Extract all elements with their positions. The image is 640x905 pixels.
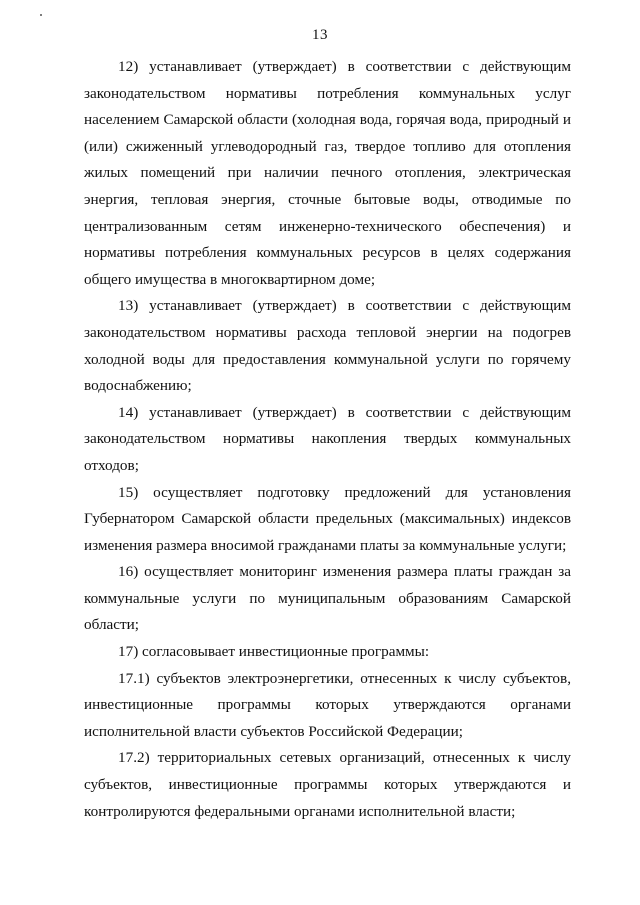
text-line: водоснабжению; [84,377,192,395]
text-line: 13) устанавливает (утверждает) в соответствии с действующим [118,297,571,315]
text-line: исполнительной власти субъектов Российской Федерации; [84,722,463,740]
text-line: общего имущества в многоквартирном доме; [84,270,376,288]
paragraph [84,293,571,399]
text-line: 16) осуществляет мониторинг изменения размера платы граждан за [118,563,571,581]
text-line: законодательством нормативы потребления коммунальных услуг [84,84,571,102]
text-line: централизованным сетям инженерно-технического обеспечения) и [84,217,571,235]
text-line: энергия, тепловая энергия, сточные бытовые воды, отводимые по [84,190,571,208]
text-line: нормативы потребления коммунальных ресурсов в целях содержания [84,244,571,262]
paragraph [84,666,571,746]
text-line: коммунальные услуги по муниципальным образованиям Самарской [84,589,571,607]
text-line: населением Самарской области (холодная вода, горячая вода, природный и [84,111,571,129]
text-line: контролируются федеральными органами исполнительной власти; [84,802,516,820]
paragraph [84,639,571,666]
text-line: области; [84,616,139,634]
paragraph [84,480,571,560]
document-body [84,54,571,825]
text-line: холодной воды для предоставления коммунальной услуги по горячему [84,350,571,368]
text-line: отходов; [84,456,139,474]
text-line: законодательством нормативы накопления твердых коммунальных [84,430,571,448]
text-line: 12) устанавливает (утверждает) в соответствии с действующим [118,58,571,75]
text-line: 17.2) территориальных сетевых организаций, отнесенных к числу [118,749,571,767]
page-number: 13 [312,27,328,43]
text-line: 17.1) субъектов электроэнергетики, отнесенных к числу субъектов, [118,669,571,687]
text-line: законодательством нормативы расхода тепловой энергии на подогрев [84,323,571,341]
text-line: инвестиционные программы которых утверждаются органами [84,696,571,714]
text-line: субъектов, инвестиционные программы которых утверждаются и [84,776,571,794]
paragraph [84,559,571,639]
text-line: 14) устанавливает (утверждает) в соответствии с действующим [118,403,571,421]
text-line: Губернатором Самарской области предельных (максимальных) индексов [84,510,571,528]
scan-speck [40,14,42,16]
paragraph [84,745,571,825]
paragraph [84,400,571,480]
paragraph [84,54,571,293]
text-line: 15) осуществляет подготовку предложений для установления [118,483,571,501]
text-line: 17) согласовывает инвестиционные программы: [118,643,430,661]
text-line: жилых помещений при наличии печного отопления, электрическая [84,164,571,182]
text-line: изменения размера вносимой гражданами платы за коммунальные услуги; [84,536,567,554]
text-line: (или) сжиженный углеводородный газ, твердое топливо для отопления [84,137,571,155]
